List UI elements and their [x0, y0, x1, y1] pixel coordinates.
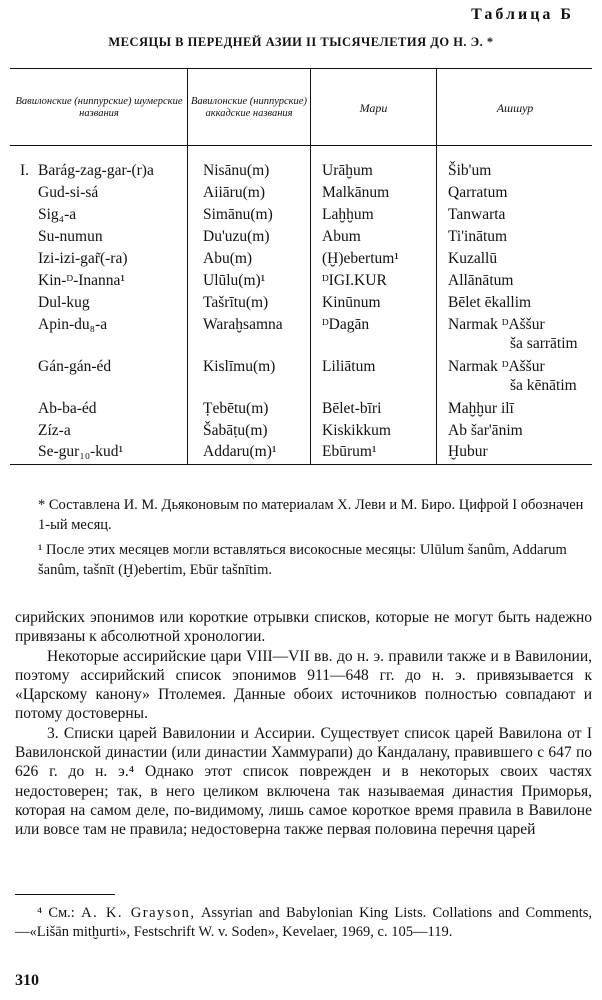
cell-ashur: Ḫubur [448, 443, 488, 460]
cell-akkadian: Abu(m) [203, 250, 253, 267]
cell-akkadian: Simānu(m) [203, 206, 273, 223]
table-bottom-rule [10, 464, 592, 465]
cell-mari: Malkānum [322, 184, 390, 201]
cell-sumerian: Kin-ᴰ-Inanna¹ [38, 272, 126, 289]
cell-sumerian: Gán-gán-éd [38, 358, 112, 375]
cell-sumerian: Su-numun [38, 228, 103, 245]
cell-akkadian: Šabāṭu(m) [203, 422, 268, 439]
footnote-mark: ⁴ См.: [37, 905, 75, 921]
cell-sumerian: Se-gur₁₀-kud¹ [38, 443, 124, 460]
cell-ashur: Narmak ᴰAššur [448, 316, 545, 333]
cell-mari: (Ḫ)ebertum¹ [322, 250, 399, 267]
footnote-text: Assyrian and Babylonian King Lists. Collations and Comments,—«Lišān mitḫurti», Festschrift W. v. Soden», Kevelaer, 1969, с. 105—119. [15, 905, 593, 940]
page-number: 310 [15, 972, 39, 989]
cell-sumerian: Sig₄-a [38, 206, 77, 223]
paragraph: Некоторые ассирийские цари VIII—VII вв. до н. э. правили также и в Вавилонии, поэтому ассирийский список эпонимов 911—648 гг. до н. э. привязывается к «Царскому канону» Птолемея. Данные обоих источников полностью совпадают и потому достоверны. [15, 647, 592, 723]
cell-akkadian: Nisānu(m) [203, 162, 270, 179]
table-row [0, 182, 602, 204]
cell-mari: ᴰIGI.KUR [322, 272, 387, 289]
cell-sumerian: Ab-ba-éd [38, 400, 97, 417]
cell-sumerian: Dul-kug [38, 294, 90, 311]
cell-akkadian: Du'uzu(m) [203, 228, 270, 245]
cell-sumerian: Izi-izi-gar̃(-ra) [38, 250, 128, 267]
table-row [0, 292, 602, 314]
table-row [0, 160, 602, 182]
cell-mari: Kiskikkum [322, 422, 391, 439]
cell-akkadian: Waraḫsamna [203, 316, 283, 333]
cell-ashur: Bēlet ēkallim [448, 294, 532, 311]
cell-ashur: Šib'um [448, 162, 492, 179]
cell-ashur: Maḫḫur ilī [448, 400, 514, 417]
cell-ashur: Qarratum [448, 184, 508, 201]
cell-ashur: Kuzallū [448, 250, 498, 267]
table-header-rule [10, 145, 592, 146]
cell-mari: Liliātum [322, 358, 376, 375]
cell-ashur: Narmak ᴰAššur [448, 358, 545, 375]
cell-mari: Ebūrum¹ [322, 443, 377, 460]
cell-akkadian: Kislīmu(m) [203, 358, 276, 375]
cell-akkadian: Tašrītu(m) [203, 294, 269, 311]
cell-sumerian: Apin-du₈-a [38, 316, 108, 333]
cell-mari: ᴰDagān [322, 316, 370, 333]
cell-sumerian: Gud-si-sá [38, 184, 99, 201]
cell-sumerian: Barág-zag-gar-(r)a [38, 162, 154, 179]
footnote [15, 904, 592, 942]
cell-mari: Laḫḫum [322, 206, 374, 223]
header-akkadian: Вавилонские (ниппурские) аккадские названия [191, 96, 307, 119]
table-note-one: ¹ После этих месяцев могли вставляться високосные месяцы: Ulūlum šanûm, Addarum šanûm, tašnīt (Ḫ)ebertim, Ebūr tašnītim. [38, 542, 567, 578]
table-row [0, 420, 602, 442]
header-mari: Мари [359, 101, 388, 115]
cell-sumerian: Zíz-a [38, 422, 71, 439]
table-row [0, 270, 602, 292]
footnote-rule [15, 894, 115, 895]
cell-akkadian: Aiiāru(m) [203, 184, 265, 201]
cell-akkadian: Addaru(m)¹ [203, 443, 277, 460]
table-row [0, 248, 602, 270]
header-sumerian: Вавилонские (ниппурские) шумерские названия [15, 96, 183, 119]
table-title: МЕСЯЦЫ В ПЕРЕДНЕЙ АЗИИ II ТЫСЯЧЕЛЕТИЯ ДО Н. Э. * [108, 35, 494, 49]
cell-ashur: Ti'inātum [448, 228, 508, 245]
header-ashur: Ашшур [496, 101, 534, 115]
cell-mari: Kinūnum [322, 294, 381, 311]
table-note-star: * Составлена И. М. Дьяконовым по материалам X. Леви и М. Биро. Цифрой I обозначен 1-ый месяц. [38, 497, 584, 533]
footnote-author: A. K. Grayson, [81, 905, 196, 921]
cell-ashur: Ab šar'ānim [448, 422, 523, 439]
cell-mari: Abum [322, 228, 361, 245]
paragraph: 3. Списки царей Вавилонии и Ассирии. Существует список царей Вавилона от I Вавилонской династии (или династии Хаммурапи) до Кандалану, правившего с 647 по 626 г. до н. э.⁴ Однако этот список поврежден и в некоторых своих частях недостоверен; так, в него целиком включена так называемая династия Приморья, которая на самом деле, по-видимому, лишь самое короткое время правила в Вавилоне или вовсе там не правила; недостоверна также первая половина перечня царей [15, 724, 592, 839]
cell-mari: Bēlet-bīri [322, 400, 382, 417]
month-number: I. [20, 162, 30, 179]
table-top-rule [10, 68, 592, 69]
cell-ashur: Tanwarta [448, 206, 506, 223]
main-text [15, 608, 592, 840]
table-row [0, 398, 602, 420]
table-row [0, 226, 602, 248]
cell-akkadian: Ulūlu(m)¹ [203, 272, 266, 289]
paragraph: сирийских эпонимов или короткие отрывки списков, которые не могут быть надежно привязаны к абсолютной хронологии. [15, 609, 592, 646]
cell-ashur-continuation: ša sarrātim [510, 335, 578, 352]
cell-ashur: Allānātum [448, 272, 514, 289]
cell-akkadian: Ṭebētu(m) [203, 400, 269, 417]
cell-mari: Urāḫum [322, 162, 373, 179]
cell-ashur-continuation: ša kēnātim [510, 377, 577, 394]
table-label: Таблица Б [471, 6, 574, 23]
table-row [0, 442, 602, 462]
table-row [0, 204, 602, 226]
